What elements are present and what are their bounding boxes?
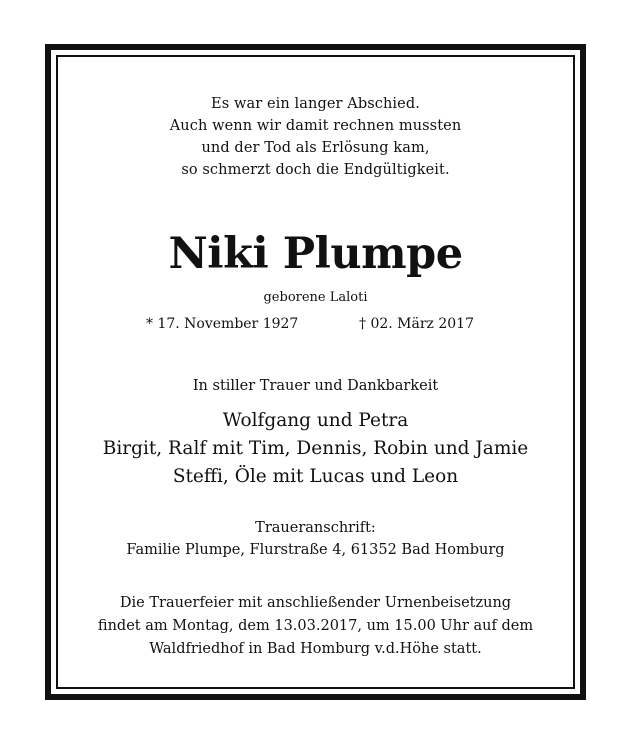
service-info (58, 592, 573, 661)
verse (58, 93, 573, 181)
obituary-frame-inner (56, 55, 575, 689)
address-text: Familie Plumpe, Flurstraße 4, 61352 Bad Homburg (126, 542, 505, 558)
obituary-frame-outer (45, 44, 586, 700)
verse-line: so schmerzt doch die Endgültigkeit. (181, 162, 450, 178)
mourning-line: In stiller Trauer und Dankbarkeit (192, 378, 439, 394)
service-line: Waldfriedhof in Bad Homburg v.d.Höhe statt. (149, 641, 482, 657)
death-date: † 02. März 2017 (359, 316, 474, 332)
birth-date: * 17. November 1927 (146, 316, 299, 332)
family-line: Steffi, Öle mit Lucas und Leon (172, 466, 459, 487)
verse-line: und der Tod als Erlösung kam, (201, 140, 430, 156)
verse-line: Auch wenn wir damit rechnen mussten (169, 118, 462, 134)
address-label: Traueranschrift: (255, 520, 376, 536)
verse-line: Es war ein langer Abschied. (211, 96, 420, 112)
family-list (58, 407, 573, 491)
born-name: geborene Laloti (263, 290, 368, 305)
service-line: findet am Montag, dem 13.03.2017, um 15.00 Uhr auf dem (97, 618, 534, 634)
deceased-name: Niki Plumpe (168, 229, 463, 279)
family-line: Birgit, Ralf mit Tim, Dennis, Robin und Jamie (102, 438, 529, 459)
service-line: Die Trauerfeier mit anschließender Urnenbeisetzung (119, 595, 512, 611)
family-line: Wolfgang und Petra (222, 410, 409, 431)
